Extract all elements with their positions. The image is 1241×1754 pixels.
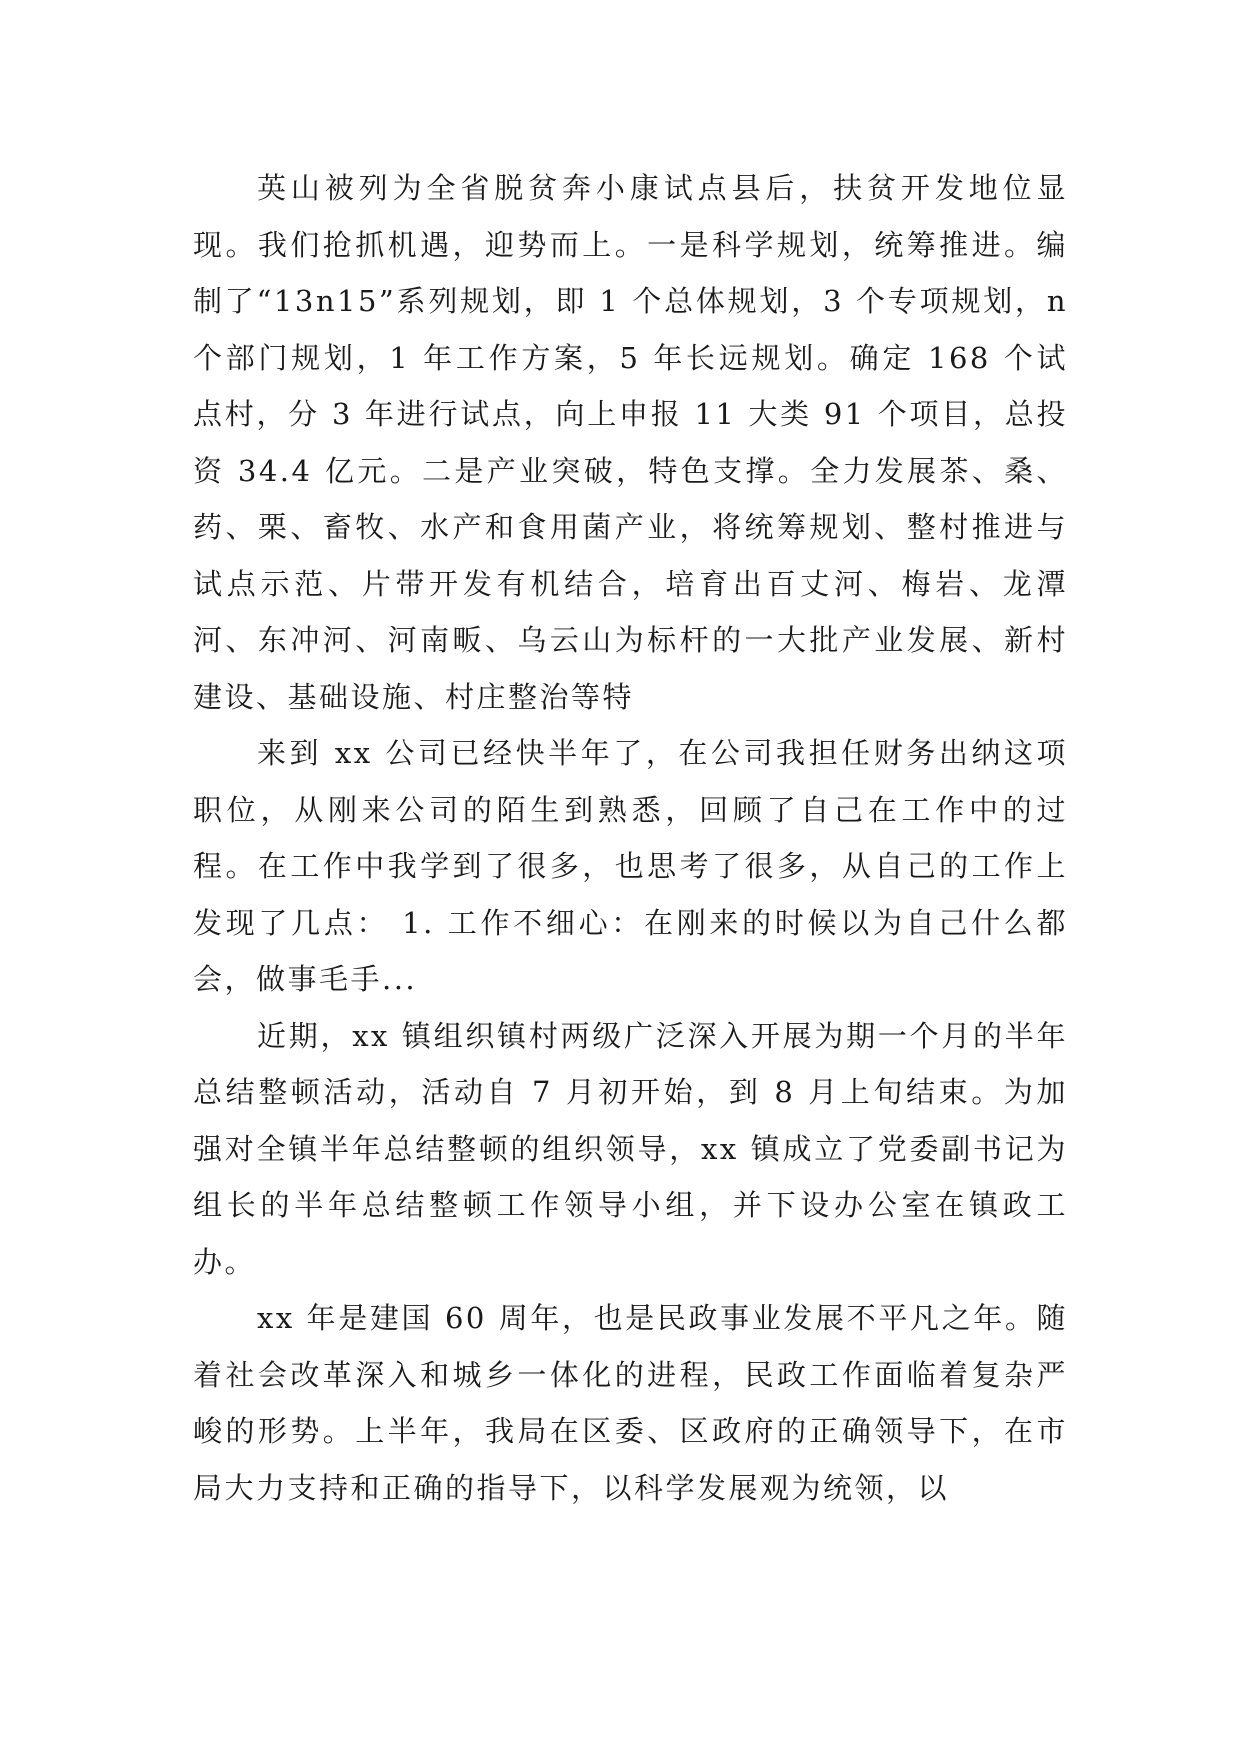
paragraph-civil-affairs: xx 年是建国 60 周年，也是民政事业发展不平凡之年。随着社会改革深入和城乡一体化的进程，民政工作面临着复杂严峻的形势。上半年，我局在区委、区政府的正确领导下，在市局大力支持和正确的指导下，以科学发展观为统领，以	[193, 1301, 1068, 1505]
paragraph-finance-cashier: 来到 xx 公司已经快半年了，在公司我担任财务出纳这项职位，从刚来公司的陌生到熟悉，回顾了自己在工作中的过程。在工作中我学到了很多，也思考了很多，从自己的工作上发现了几点： 1. 工作不细心：在刚来的时候以为自己什么都会，做事毛手...	[193, 736, 1068, 996]
paragraph-poverty-alleviation: 英山被列为全省脱贫奔小康试点县后，扶贫开发地位显现。我们抢抓机遇，迎势而上。一是科学规划，统筹推进。编制了“13n15”系列规划，即 1 个总体规划，3 个专项规划，n 个部门规划，1 年工作方案，5 年长远规划。确定 168 个试点村，分 3 年进行试点，向上申报 11 大类 91 个项目，总投资 34.4 亿元。二是产业突破，特色支撑。全力发展茶、桑、药、栗、畜牧、水产和食用菌产业，将统筹规划、整村推进与试点示范、片带开发有机结合，培育出百丈河、梅岩、龙潭河、东冲河、河南畈、乌云山为标杆的一大批产业发展、新村建设、基础设施、村庄整治等特	[193, 171, 1068, 714]
paragraph-half-year-rectification: 近期，xx 镇组织镇村两级广泛深入开展为期一个月的半年总结整顿活动，活动自 7 月初开始，到 8 月上旬结束。为加强对全镇半年总结整顿的组织领导，xx 镇成立了党委副书记为组长的半年总结整顿工作领导小组，并下设办公室在镇政工办。	[193, 1018, 1068, 1279]
document-body	[193, 160, 1068, 1516]
